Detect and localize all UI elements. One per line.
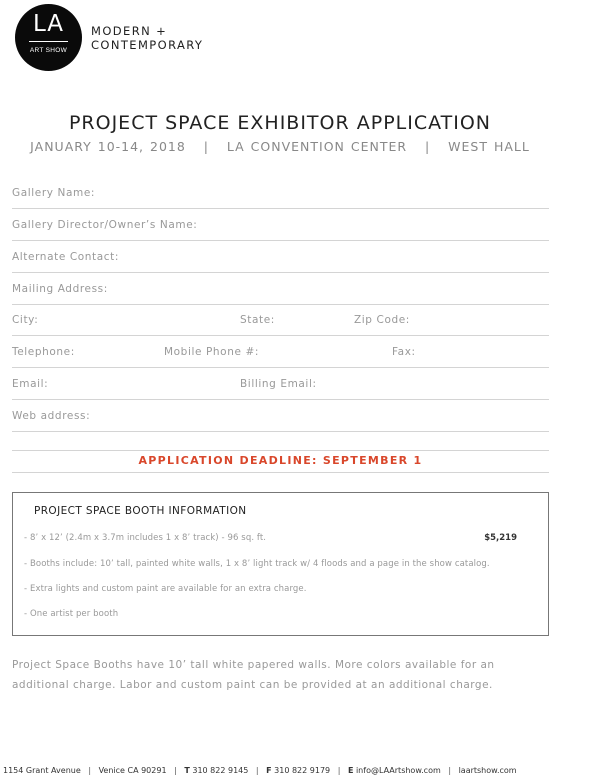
la-art-show-logo [15, 4, 82, 71]
footer-email-label: E [347, 766, 354, 775]
director-name-field[interactable] [12, 219, 549, 241]
web-address-field[interactable] [12, 410, 549, 432]
fax-label: Fax: [392, 346, 416, 358]
footer-address: 1154 Grant Avenue [3, 766, 81, 775]
divider [12, 450, 549, 451]
footer-email-link[interactable]: info@LAArtshow.com [355, 766, 441, 775]
footer-fax: 310 822 9179 [274, 766, 331, 775]
web-address-label: Web address: [12, 410, 91, 422]
footer-separator: | [174, 766, 177, 775]
booth-wall-note: Project Space Booths have 10’ tall white papered walls. More colors available for an additional charge. Labor and custom paint can be provided at an additional charge. [12, 659, 495, 691]
gallery-name-label: Gallery Name: [12, 187, 96, 199]
footer-separator: | [255, 766, 259, 775]
footer-separator: | [337, 766, 341, 775]
footer-city: Venice CA 90291 [98, 766, 167, 775]
director-name-label: Gallery Director/Owner’s Name: [12, 219, 198, 231]
booth-item: - One artist per booth [24, 609, 119, 619]
email-label: Email: [12, 378, 49, 390]
booth-item: - Booths include: 10’ tall, painted white walls, 1 x 8’ light track w/ 4 floods and a page in the show catalog. [24, 559, 490, 569]
footer-contact [3, 766, 517, 776]
booth-price: $5,219 [484, 533, 517, 543]
mailing-address-field[interactable] [12, 283, 549, 305]
mobile-phone-label: Mobile Phone #: [164, 346, 259, 358]
mailing-address-label: Mailing Address: [12, 283, 108, 295]
tagline [91, 24, 203, 52]
city-label: City: [12, 314, 39, 326]
gallery-name-field[interactable] [12, 187, 549, 209]
event-venue: LA CONVENTION CENTER [226, 139, 408, 154]
footer-fax-label: F [266, 766, 272, 775]
event-subtitle [0, 139, 560, 154]
subtitle-separator: | [203, 139, 209, 154]
footer-separator: | [88, 766, 92, 775]
logo-divider [29, 41, 68, 42]
booth-info-heading: PROJECT SPACE BOOTH INFORMATION [34, 505, 247, 517]
alternate-contact-label: Alternate Contact: [12, 251, 120, 263]
state-label: State: [240, 314, 275, 326]
subtitle-separator: | [425, 139, 431, 154]
tagline-line-2: CONTEMPORARY [91, 38, 204, 52]
phone-row[interactable] [12, 346, 549, 368]
logo-subtext: ART SHOW [29, 47, 68, 54]
email-row[interactable] [12, 378, 549, 400]
booth-item: - 8’ x 12’ (2.4m x 3.7m includes 1 x 8’ track) - 96 sq. ft. [24, 533, 267, 543]
booth-item: - Extra lights and custom paint are available for an extra charge. [24, 584, 307, 594]
event-hall: WEST HALL [448, 139, 530, 154]
telephone-label: Telephone: [12, 346, 75, 358]
divider [12, 472, 549, 473]
footer-phone: 310 822 9145 [192, 766, 249, 775]
billing-email-label: Billing Email: [240, 378, 317, 390]
zip-code-label: Zip Code: [354, 314, 410, 326]
footer-separator: | [448, 766, 452, 775]
footer-phone-label: T [184, 766, 190, 775]
footer-website-link[interactable]: laartshow.com [458, 766, 517, 775]
alternate-contact-field[interactable] [12, 251, 549, 273]
booth-info-box [12, 492, 549, 636]
application-deadline: APPLICATION DEADLINE: SEPTEMBER 1 [138, 454, 423, 467]
logo-mark: LA [32, 11, 65, 37]
city-state-zip-row[interactable] [12, 314, 549, 336]
page-title: PROJECT SPACE EXHIBITOR APPLICATION [68, 112, 492, 134]
tagline-line-1: MODERN + [91, 24, 168, 38]
event-dates: JANUARY 10-14, 2018 [30, 139, 186, 154]
